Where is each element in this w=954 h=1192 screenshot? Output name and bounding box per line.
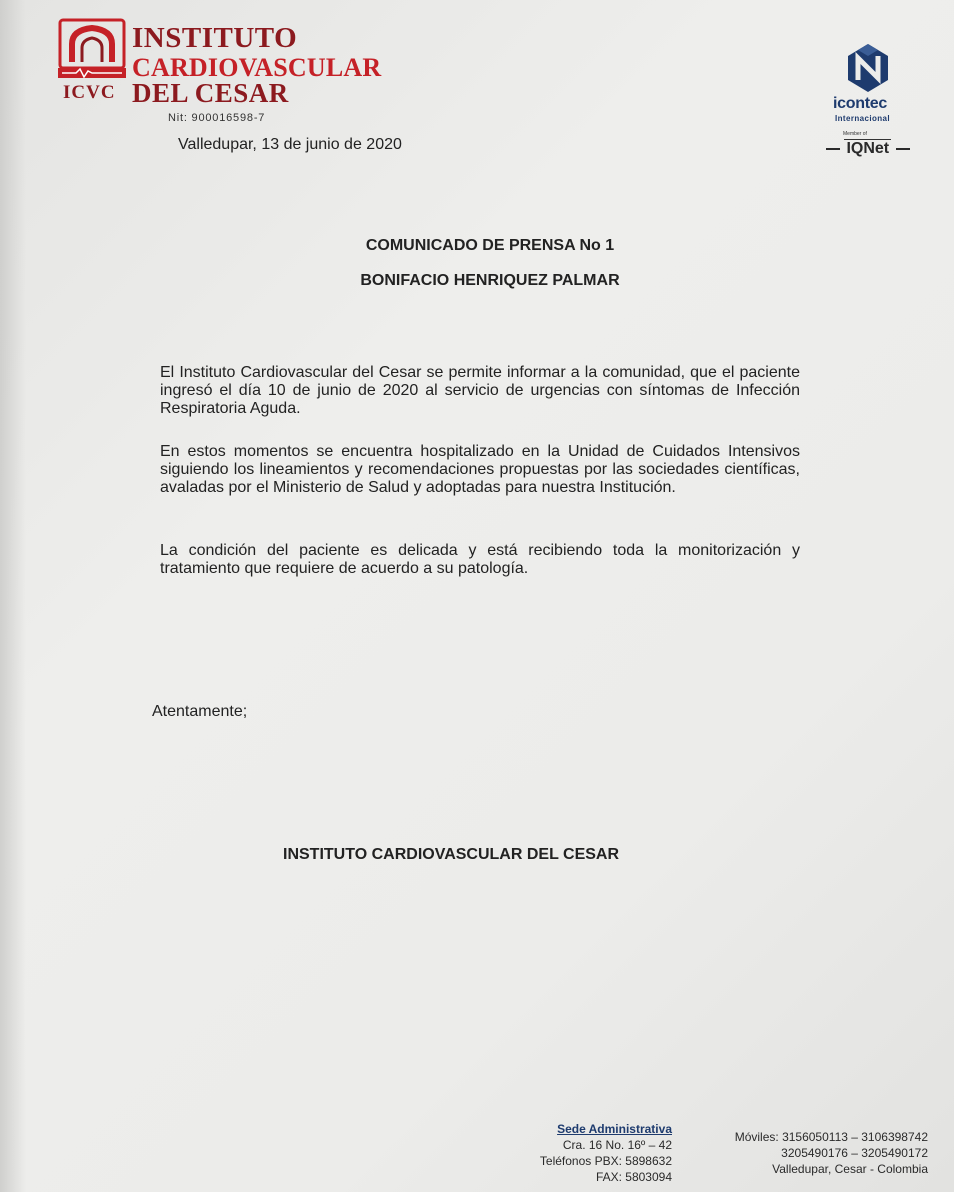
brand-name-line-3: DEL CESAR [132, 78, 289, 108]
footer-mobiles-1: Móviles: 3156050113 – 3106398742 [734, 1130, 928, 1144]
brand-acronym: ICVC [63, 82, 116, 103]
patient-name: BONIFACIO HENRIQUEZ PALMAR [360, 272, 620, 289]
icontec-subtitle: Internacional [835, 114, 890, 123]
iqnet-bar-right [896, 148, 910, 150]
footer-city: Valledupar, Cesar - Colombia [772, 1162, 928, 1176]
paragraph-condition: La condición del paciente es delicada y está recibiendo toda la monitorización y tratamiento que requiere de acuerdo a su patología. [160, 542, 800, 577]
icontec-logo-icon [838, 42, 898, 94]
paragraph-admission: El Instituto Cardiovascular del Cesar se permite informar a la comunidad, que el paciente ingresó el día 10 de junio de 2020 al servicio de urgencias con síntomas de Infección Respiratoria Aguda. [160, 364, 800, 417]
iqnet-logo [826, 140, 910, 158]
letter-date: Valledupar, 13 de junio de 2020 [178, 136, 402, 153]
footer-office [470, 1121, 672, 1185]
paragraph-icu: En estos momentos se encuentra hospitalizado en la Unidad de Cuidados Intensivos siguiendo los lineamientos y recomendaciones propuestas por las sociedades científicas, avaladas por el Ministerio de Salud y adoptadas para nuestra Institución. [160, 443, 800, 496]
footer-contact [700, 1129, 928, 1177]
closing-salutation: Atentamente; [152, 703, 248, 720]
iqnet-member-text: Member of [843, 131, 867, 137]
heart-logo-icon [58, 18, 126, 80]
press-release-title: COMUNICADO DE PRENSA No 1 [365, 237, 615, 254]
brand-name-line-2: CARDIOVASCULAR [132, 53, 382, 82]
footer-office-label: Sede Administrativa [557, 1122, 672, 1136]
tax-id: Nit: 900016598-7 [168, 112, 266, 124]
signature-block: INSTITUTO CARDIOVASCULAR DEL CESAR [283, 846, 620, 863]
footer-phone: Teléfonos PBX: 5898632 [539, 1154, 672, 1168]
footer-address: Cra. 16 No. 16º – 42 [562, 1138, 672, 1152]
footer-fax: FAX: 5803094 [595, 1170, 672, 1184]
footer-mobiles-2: 3205490176 – 3205490172 [781, 1146, 928, 1160]
icontec-name: icontec [833, 95, 887, 112]
brand-name-line-1: INSTITUTO [132, 22, 298, 54]
iqnet-name: IQNet [846, 140, 890, 157]
iqnet-bar-left [826, 148, 840, 150]
